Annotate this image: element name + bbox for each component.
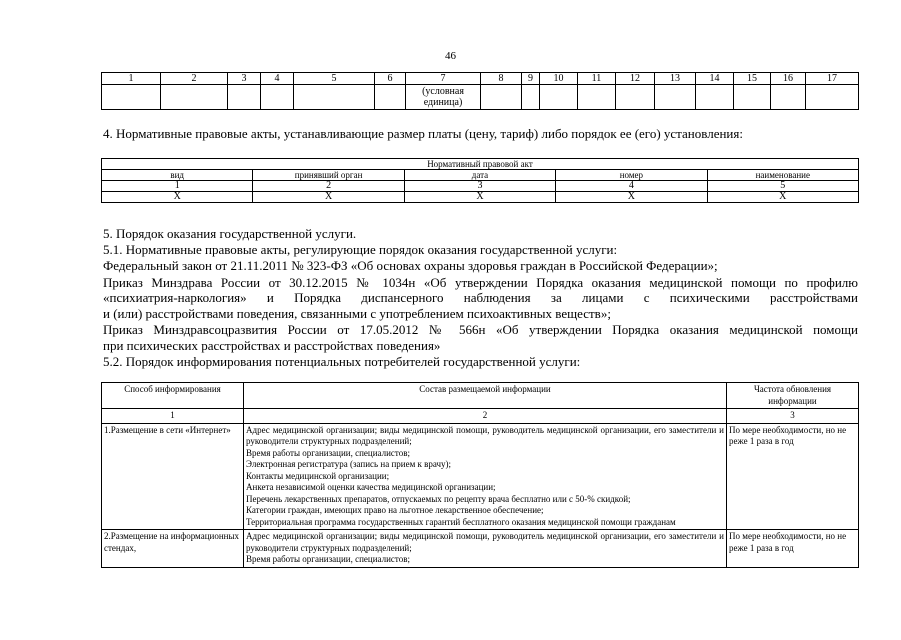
- info-item: Электронная регистратура (запись на прием к врачу);: [246, 459, 452, 469]
- table-cell: [616, 85, 655, 110]
- section-5-title: 5. Порядок оказания государственной услуги.: [103, 226, 357, 241]
- section-4-title: 4. Нормативные правовые акты, устанавливающие размер платы (цену, тариф) либо порядок ее (его) установления:: [103, 126, 743, 141]
- table-cell: [261, 85, 294, 110]
- table-cell: 2: [253, 181, 404, 192]
- col-number: 13: [655, 73, 696, 85]
- order-reference-line: «психиатрия-наркология» и Порядка диспансерного наблюдения за лицами с психическими расстройствами: [103, 290, 858, 305]
- table-cell: 3: [727, 409, 859, 424]
- law-reference: Федеральный закон от 21.11.2011 № 323-ФЗ «Об основах охраны здоровья граждан в Российской Федерации»;: [103, 258, 718, 273]
- table-cell: [294, 85, 375, 110]
- column-header: номер: [556, 170, 707, 181]
- column-header: Способ информирования: [102, 383, 244, 409]
- table-cell: 4: [556, 181, 707, 192]
- table-row: [102, 192, 859, 203]
- col-number: 8: [481, 73, 522, 85]
- col-number: 1: [102, 73, 161, 85]
- table-cell: [522, 85, 540, 110]
- table-cell: [161, 85, 228, 110]
- column-header: дата: [404, 170, 555, 181]
- col-number: 6: [375, 73, 406, 85]
- table-cell: 1: [102, 181, 253, 192]
- column-header: принявший орган: [253, 170, 404, 181]
- order-reference-line: Приказ Минздрава России от 30.12.2015 № 1034н «Об утверждении Порядка оказания медицинской помощи по профилю: [103, 275, 858, 290]
- info-item: Адрес медицинской организации; виды медицинской помощи, руководитель медицинской организации, его заместители и руководители структурных подразделений;: [246, 531, 724, 553]
- col-number: 16: [771, 73, 806, 85]
- table-cell: 2: [244, 409, 727, 424]
- col-number: 11: [578, 73, 616, 85]
- column-header: Состав размещаемой информации: [244, 383, 727, 409]
- info-item: Адрес медицинской организации; виды медицинской помощи, руководитель медицинской организации, его заместители и руководители структурных подразделений;: [246, 424, 724, 446]
- legal-acts-table: [101, 158, 859, 203]
- order-reference-line: при психических расстройствах и расстройствах поведения»: [103, 338, 441, 353]
- info-content-cell: [244, 530, 727, 568]
- col-number: 17: [806, 73, 859, 85]
- table-cell: [102, 85, 161, 110]
- column-header: Частота обновления информации: [727, 383, 859, 409]
- table-cell: Х: [707, 192, 858, 203]
- order-reference-line: и (или) расстройствами поведения, связанными с употреблением психоактивных веществ»;: [103, 306, 611, 321]
- table-cell: 5: [707, 181, 858, 192]
- col-number: 12: [616, 73, 655, 85]
- info-item: Анкета независимой оценки качества медицинской организации;: [246, 482, 496, 492]
- info-item: Категории граждан, имеющих право на льготное лекарственное обеспечение;: [246, 505, 544, 515]
- table-cell: [806, 85, 859, 110]
- table-cell: [696, 85, 734, 110]
- table-cell: Х: [102, 192, 253, 203]
- table-row: [102, 181, 859, 192]
- table-row: [102, 423, 859, 530]
- col-number: 9: [522, 73, 540, 85]
- column-header: наименование: [707, 170, 858, 181]
- table-header-row: [102, 159, 859, 170]
- column-header: вид: [102, 170, 253, 181]
- table-cell: Х: [556, 192, 707, 203]
- section-5-2-title: 5.2. Порядок информирования потенциальных потребителей государственной услуги:: [103, 354, 581, 369]
- method-cell: 1.Размещение в сети «Интернет»: [102, 423, 244, 530]
- table-cell: Х: [404, 192, 555, 203]
- table-cell: 1: [102, 409, 244, 424]
- table-cell: 3: [404, 181, 555, 192]
- table-header: Нормативный правовой акт: [102, 159, 859, 170]
- col-number: 7: [406, 73, 481, 85]
- table-cell: [734, 85, 771, 110]
- col-number: 3: [228, 73, 261, 85]
- col-number: 4: [261, 73, 294, 85]
- col-number: 10: [540, 73, 578, 85]
- table-header-row: [102, 170, 859, 181]
- col-number: 15: [734, 73, 771, 85]
- info-item: Перечень лекарственных препаратов, отпускаемых по рецепту врача бесплатно или с 50-% скидкой;: [246, 493, 631, 504]
- table-row: [102, 530, 859, 568]
- table-header-row: [102, 73, 859, 85]
- table-row: [102, 85, 859, 110]
- section-5-1-title: 5.1. Нормативные правовые акты, регулирующие порядок оказания государственной услуги:: [103, 242, 618, 257]
- frequency-cell: По мере необходимости, но не реже 1 раза в год: [727, 530, 859, 568]
- info-item: Время работы организации, специалистов;: [246, 554, 410, 564]
- table-cell: [481, 85, 522, 110]
- col-number: 2: [161, 73, 228, 85]
- table-cell: [540, 85, 578, 110]
- info-item: Время работы организации, специалистов;: [246, 447, 410, 458]
- table-cell: [375, 85, 406, 110]
- order-reference-line: Приказ Минздравсоцразвития России от 17.05.2012 № 566н «Об утверждении Порядка оказания медицинской помощи: [103, 322, 858, 337]
- table-cell: [655, 85, 696, 110]
- table-cell: [228, 85, 261, 110]
- table-cell: Х: [253, 192, 404, 203]
- col-number: 5: [294, 73, 375, 85]
- info-content-cell: [244, 423, 727, 530]
- info-item: Контакты медицинской организации;: [246, 470, 390, 481]
- indicator-table: [101, 72, 859, 110]
- unit-cell: (условная единица): [406, 85, 481, 110]
- frequency-cell: По мере необходимости, но не реже 1 раза в год: [727, 423, 859, 530]
- table-header-row: [102, 383, 859, 409]
- page-number: 46: [445, 50, 456, 62]
- table-row: [102, 409, 859, 424]
- method-cell: 2.Размещение на информационных стендах,: [102, 530, 244, 568]
- information-table: [101, 382, 859, 568]
- info-item: Территориальная программа государственных гарантий бесплатного оказания медицинской помощи гражданам: [246, 516, 676, 527]
- col-number: 14: [696, 73, 734, 85]
- table-cell: [771, 85, 806, 110]
- table-cell: [578, 85, 616, 110]
